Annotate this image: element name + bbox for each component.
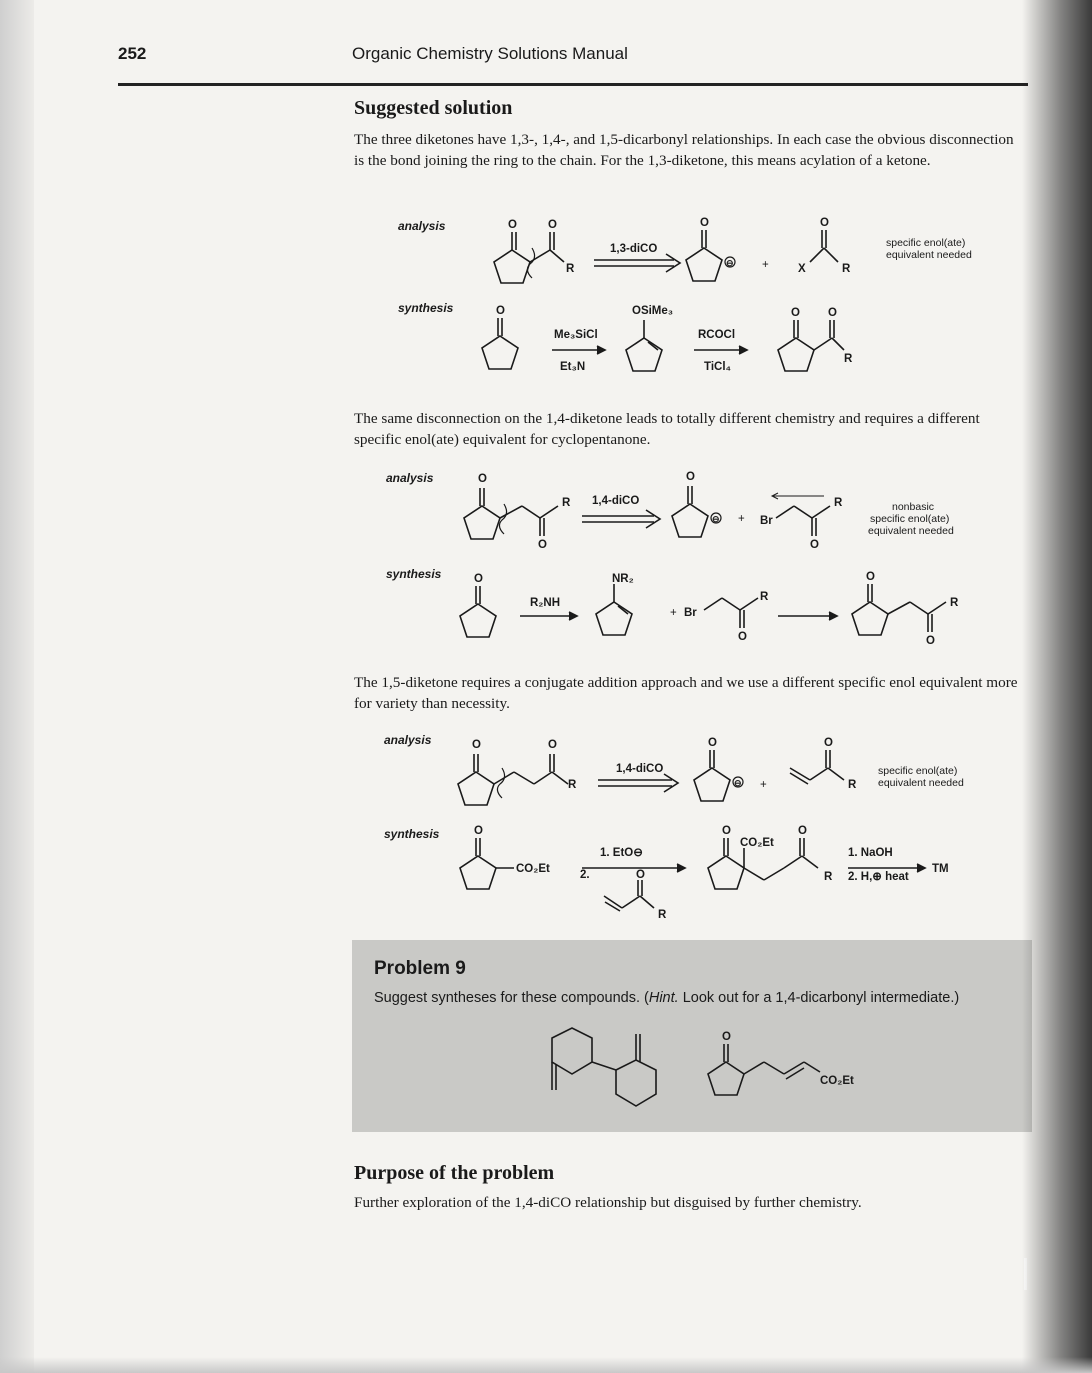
svg-text:1,3-diCO: 1,3-diCO — [610, 243, 658, 255]
running-head: Organic Chemistry Solutions Manual — [352, 44, 628, 63]
note-enol-3b: equivalent needed — [878, 777, 964, 789]
svg-text:R: R — [834, 497, 843, 509]
cyclopentanone-start-1 — [482, 305, 518, 369]
scheme-1,5-dico — [354, 728, 1034, 928]
hint-label: Hint. — [648, 990, 679, 1006]
svg-text:R: R — [842, 263, 851, 275]
retrosynthetic-arrow-2 — [582, 495, 660, 528]
svg-text:R: R — [824, 871, 833, 883]
svg-text:2.: 2. — [580, 869, 590, 881]
ketoester-target — [708, 1031, 854, 1095]
arrow-acylation — [694, 329, 747, 373]
svg-text:O: O — [828, 307, 837, 319]
paragraph-1: The three diketones have 1,3-, 1,4-, and 1,5-dicarbonyl relationships. In each case the obvious disconnection is the bond joining the ring to the chain. For the 1,3-diketone, this means acylation of a ketone. — [354, 131, 1014, 169]
scan-shadow-right — [1022, 0, 1092, 1373]
svg-text:OSiMe₃: OSiMe₃ — [632, 305, 674, 317]
target-diketone-1,4 — [464, 473, 571, 551]
svg-text:O: O — [700, 217, 709, 229]
svg-text:O: O — [824, 737, 833, 749]
paragraph-2: The same disconnection on the 1,4-diketone leads to totally different chemistry and requires a different specific enol(ate) equivalent for cyclopentanone. — [354, 410, 980, 448]
svg-text:R: R — [760, 591, 769, 603]
target-molecule-label: TM — [932, 863, 949, 875]
svg-text:R: R — [848, 779, 857, 791]
svg-text:Br: Br — [760, 515, 773, 527]
paragraph-3: The 1,5-diketone requires a conjugate addition approach and we use a different specific enol equivalent more for variety than necessity. — [354, 674, 1018, 712]
synthesis-label-3: synthesis — [384, 827, 440, 841]
product-diketone-1,4 — [852, 571, 959, 647]
cyclopentanone-enolate-synthon-2 — [672, 471, 745, 537]
acyl-halide-synthon — [798, 217, 851, 275]
scheme-1,4-dico — [354, 466, 1034, 656]
svg-text:R: R — [844, 353, 853, 365]
arrow-decarboxylation — [848, 847, 949, 883]
svg-text:Et₃N: Et₃N — [560, 361, 586, 373]
svg-text:1,4-diCO: 1,4-diCO — [616, 763, 664, 775]
purpose-text: Further exploration of the 1,4-diCO relationship but disguised by further chemistry. — [354, 1194, 862, 1211]
problem-9-title: Problem 9 — [374, 958, 466, 979]
svg-text:O: O — [722, 1031, 731, 1043]
target-diketone-1,5 — [458, 739, 577, 805]
note-nonbasic-c: equivalent needed — [868, 525, 954, 537]
svg-text:CO₂Et: CO₂Et — [740, 837, 774, 849]
bicyclohexyl-dimethylene — [552, 1028, 656, 1106]
svg-text:NR₂: NR₂ — [612, 573, 634, 585]
note-nonbasic-b: specific enol(ate) — [870, 513, 950, 525]
problem-9-structures — [520, 1024, 900, 1134]
target-diketone-1,3 — [494, 219, 575, 283]
svg-text:+: + — [760, 779, 767, 791]
arrow-michael — [580, 847, 685, 921]
svg-text:R: R — [568, 779, 577, 791]
svg-text:TiCl₄: TiCl₄ — [704, 361, 731, 373]
svg-text:R: R — [658, 909, 667, 921]
svg-text:O: O — [474, 573, 483, 585]
svg-text:O: O — [722, 825, 731, 837]
svg-text:O: O — [810, 539, 819, 551]
svg-text:2. H,⊕ heat: 2. H,⊕ heat — [848, 871, 909, 883]
svg-text:R: R — [950, 597, 959, 609]
synthesis-label-2: synthesis — [386, 567, 442, 581]
svg-text:RCOCl: RCOCl — [698, 329, 736, 341]
svg-text:+: + — [738, 513, 745, 525]
bromoketone-synthon — [760, 493, 843, 551]
arrow-alkylation — [778, 612, 837, 620]
svg-text:O: O — [538, 539, 547, 551]
svg-text:O: O — [474, 825, 483, 837]
analysis-label-2: analysis — [386, 471, 434, 485]
svg-text:1. NaOH: 1. NaOH — [848, 847, 893, 859]
svg-text:1. EtO⊖: 1. EtO⊖ — [600, 847, 643, 859]
svg-text:O: O — [496, 305, 505, 317]
retrosynthetic-arrow-3 — [598, 763, 678, 792]
scan-shadow-bottom — [0, 1357, 1092, 1373]
svg-text:Br: Br — [684, 607, 697, 619]
svg-text:+: + — [762, 259, 769, 271]
header-rule — [118, 83, 1028, 86]
svg-text:+: + — [670, 607, 677, 619]
suggested-solution-heading: Suggested solution — [354, 97, 513, 119]
michael-adduct — [708, 825, 833, 889]
svg-text:R: R — [562, 497, 571, 509]
cyclopentanone-enolate-synthon-3 — [694, 737, 767, 801]
enamine — [596, 573, 677, 635]
svg-text:R: R — [566, 263, 575, 275]
svg-text:O: O — [548, 219, 557, 231]
svg-text:O: O — [791, 307, 800, 319]
svg-text:O: O — [472, 739, 481, 751]
note-enol-1b: equivalent needed — [886, 249, 972, 261]
svg-text:O: O — [820, 217, 829, 229]
svg-text:⊖: ⊖ — [712, 514, 720, 524]
svg-text:X: X — [798, 263, 806, 275]
svg-text:1,4-diCO: 1,4-diCO — [592, 495, 640, 507]
problem-9-text: Suggest syntheses for these compounds. (Hint. Look out for a 1,4-dicarbonyl intermediate.) — [374, 990, 960, 1006]
svg-text:CO₂Et: CO₂Et — [516, 863, 550, 875]
note-nonbasic-a: nonbasic — [892, 501, 935, 513]
product-diketone-1,3 — [778, 307, 853, 371]
svg-text:O: O — [636, 869, 645, 881]
arrow-enamine — [520, 597, 577, 620]
svg-text:O: O — [478, 473, 487, 485]
svg-text:O: O — [738, 631, 747, 643]
bromoketone-reagent — [684, 591, 769, 643]
note-enol-3a: specific enol(ate) — [878, 765, 958, 777]
svg-text:CO₂Et: CO₂Et — [820, 1075, 854, 1087]
note-enol-1a: specific enol(ate) — [886, 237, 966, 249]
retrosynthetic-arrow-1 — [594, 243, 680, 272]
silyl-enol-ether — [626, 305, 673, 371]
arrow-silylation — [552, 329, 605, 373]
svg-text:O: O — [708, 737, 717, 749]
scheme-1,3-dico — [354, 210, 1034, 400]
svg-text:O: O — [686, 471, 695, 483]
analysis-label-3: analysis — [384, 733, 432, 747]
svg-text:⊖: ⊖ — [726, 258, 734, 268]
scan-shadow-left — [0, 0, 34, 1373]
enone-synthon — [790, 737, 857, 791]
svg-text:O: O — [798, 825, 807, 837]
svg-text:R₂NH: R₂NH — [530, 597, 561, 609]
cyclopentanone-start-2 — [460, 573, 496, 637]
svg-text:O: O — [548, 739, 557, 751]
ketoester-start — [460, 825, 550, 889]
svg-text:O: O — [508, 219, 517, 231]
page-number: 252 — [118, 44, 147, 63]
svg-text:Me₃SiCl: Me₃SiCl — [554, 329, 598, 341]
synthesis-label: synthesis — [398, 301, 454, 315]
purpose-heading: Purpose of the problem — [354, 1162, 555, 1184]
svg-text:O: O — [926, 635, 935, 647]
cyclopentanone-enolate-synthon — [686, 217, 769, 281]
svg-text:⊖: ⊖ — [734, 778, 742, 788]
svg-text:O: O — [866, 571, 875, 583]
analysis-label: analysis — [398, 219, 446, 233]
